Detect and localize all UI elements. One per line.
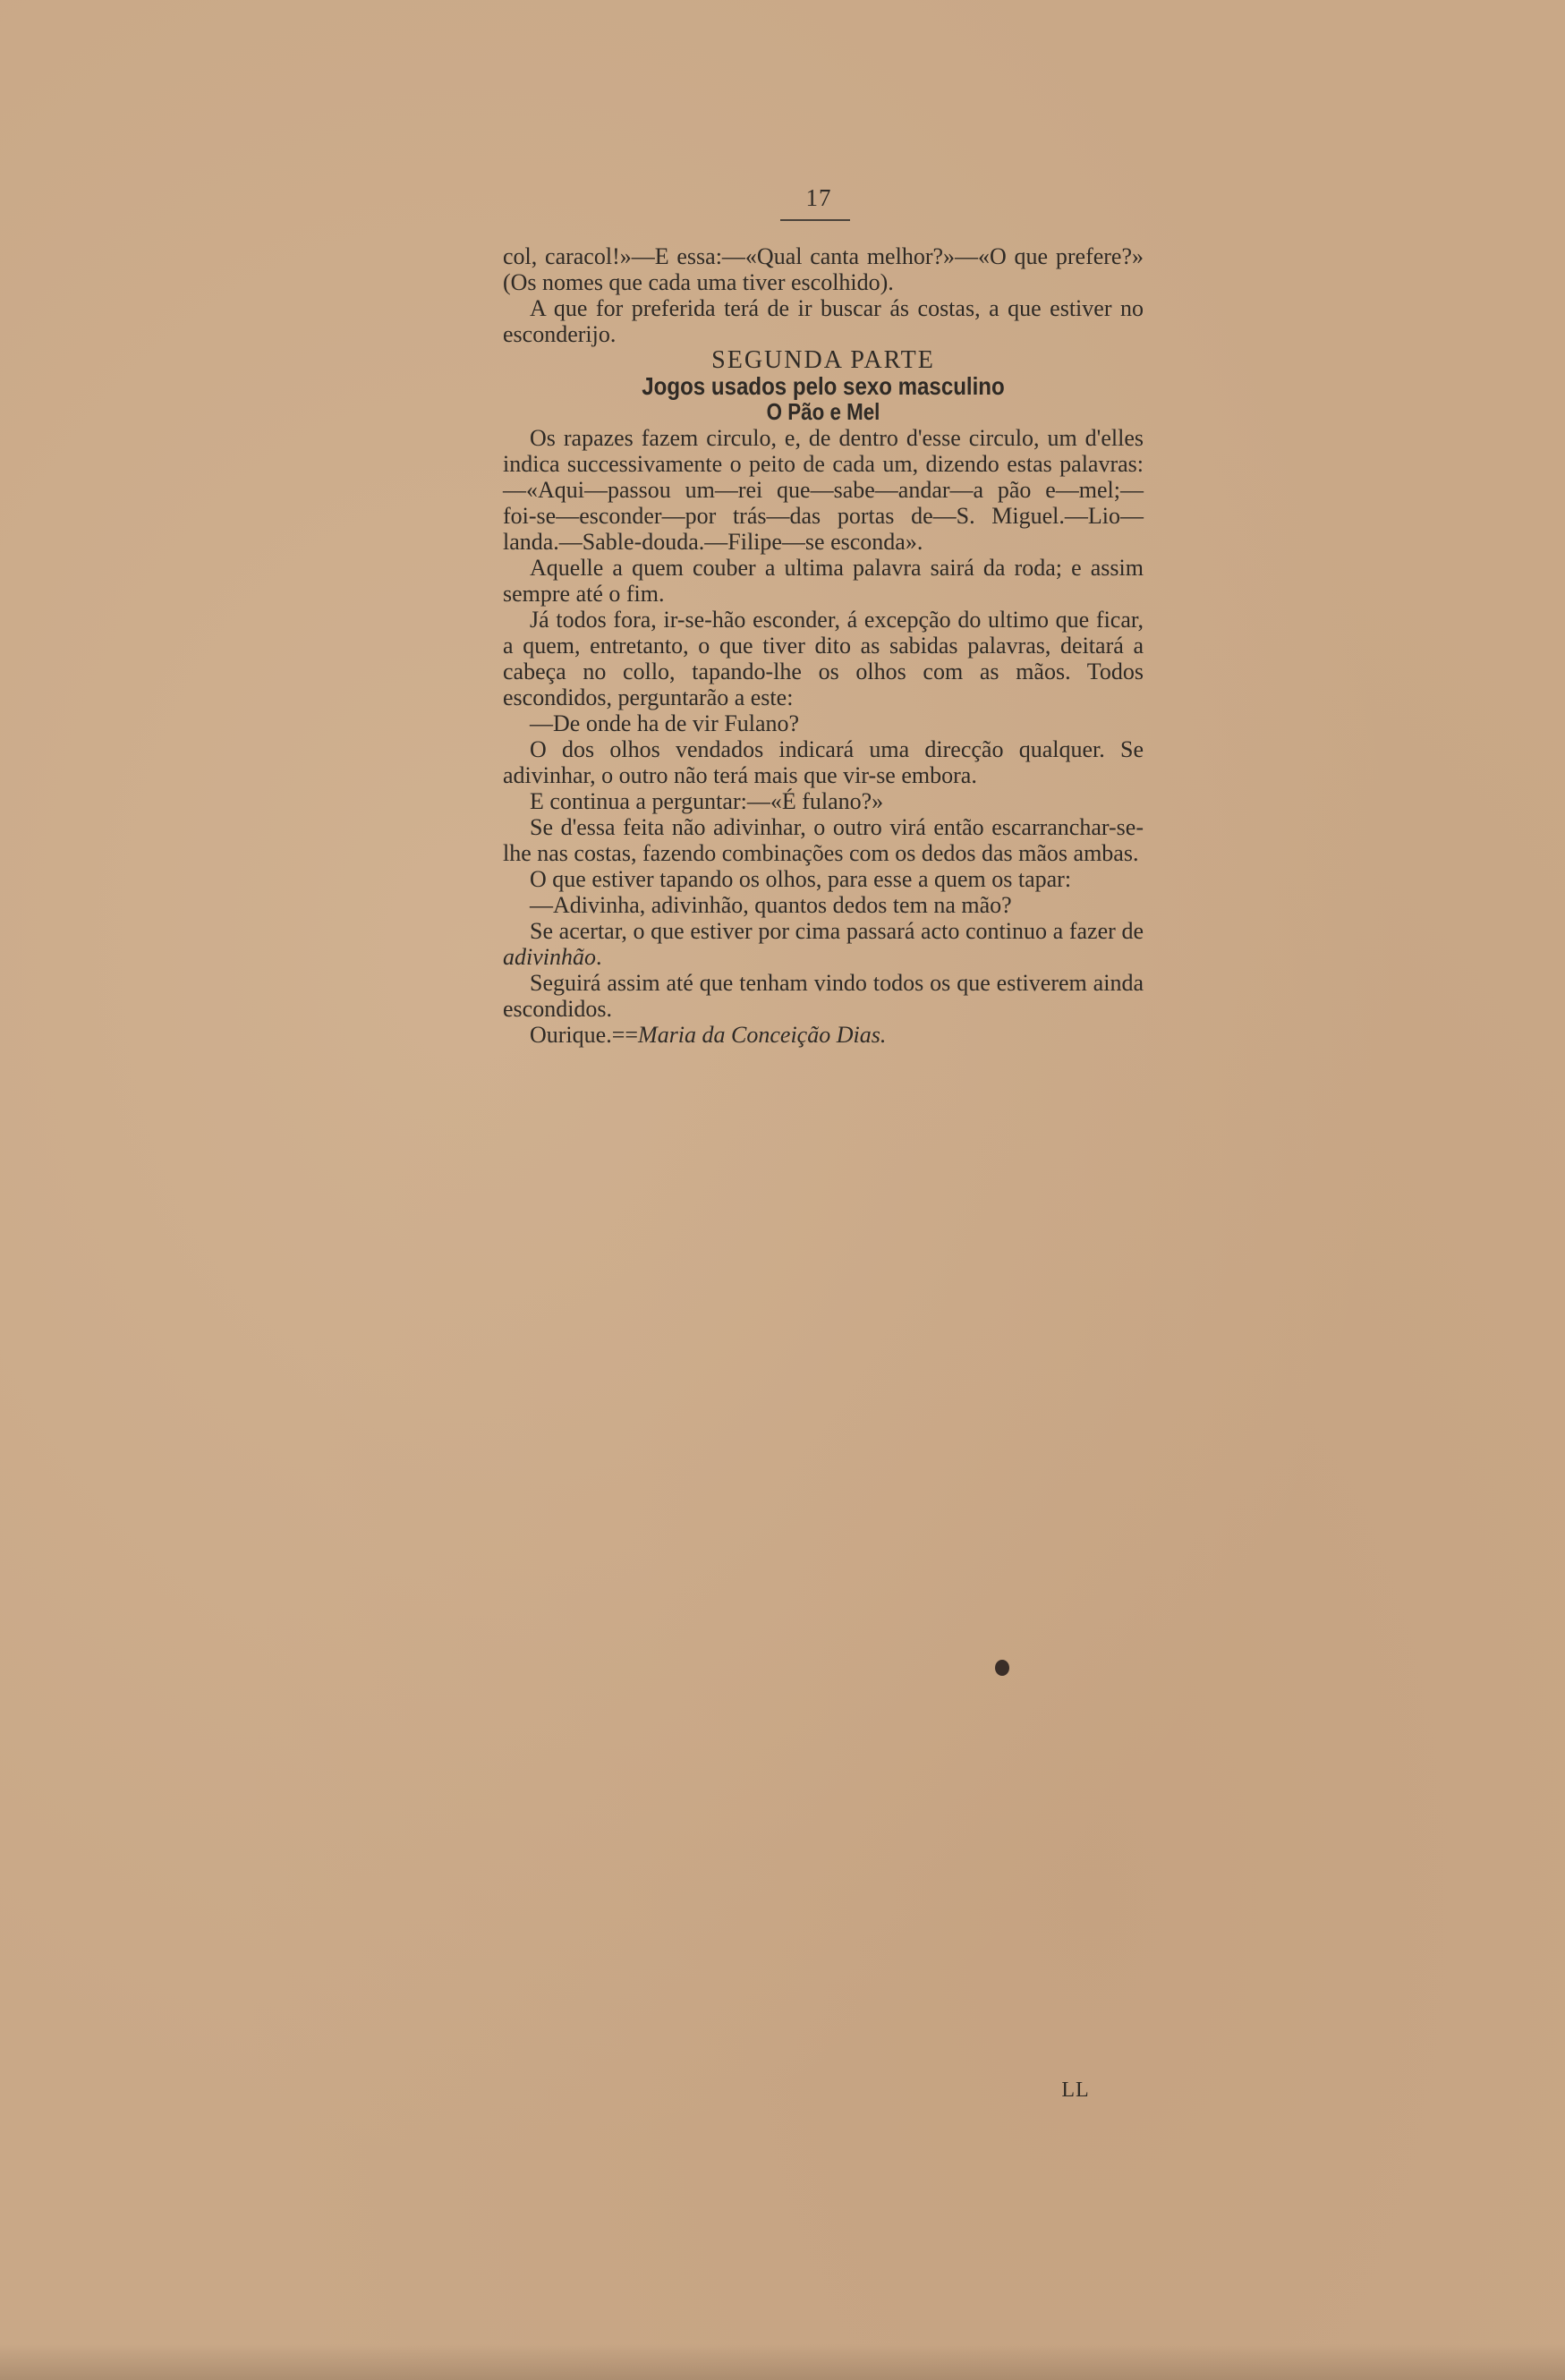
page-number: 17 bbox=[805, 184, 832, 211]
page-number-rule bbox=[780, 219, 850, 221]
section-title: SEGUNDA PARTE bbox=[711, 346, 935, 374]
paragraph-covering: O que estiver tapando os olhos, para esse a quem os tapar: bbox=[530, 866, 1072, 892]
acerto-suffix: . bbox=[596, 944, 602, 970]
paragraph-final: Seguirá assim até que tenham vindo todos os que estiverem ainda escondidos. bbox=[503, 970, 1144, 1022]
acerto-italic: adivinhão bbox=[503, 944, 596, 970]
paragraph-riddle: —Adivinha, adivinhão, quantos dedos tem na mão? bbox=[530, 892, 1012, 918]
continuation-paragraph-2: A que for preferida terá de ir buscar ás costas, a que estiver no esconderijo. bbox=[503, 295, 1144, 347]
subtitle: Jogos usados pelo sexo masculino bbox=[642, 372, 1005, 400]
game-title: O Pão e Mel bbox=[766, 398, 880, 425]
text-block bbox=[503, 243, 1144, 1048]
paragraph-leave-circle: Aquelle a quem couber a ultima palavra sairá da roda; e assim sempre até o fim. bbox=[503, 555, 1144, 607]
signature bbox=[503, 1022, 1144, 1048]
signature-place: Ourique. bbox=[530, 1022, 612, 1048]
paragraph-intro: Os rapazes fazem circulo, e, de dentro d'esse circulo, um d'elles indica successivamente o peito de cada um, dizendo estas palavras:—«Aqui—passou um—rei que—sabe—andar—a pão e—mel;—foi-se—esconder—por trás—das portas de—S. Miguel.—Lio—landa.—Sable-douda.—Filipe—se esconda». bbox=[503, 425, 1144, 555]
paragraph-hide: Já todos fora, ir-se-hão esconder, á excepção do ultimo que ficar, a quem, entretanto, o que tiver dito as sabidas palavras, deitará a cabeça no collo, tapando-lhe os olhos com as mãos. Todos escondidos, perguntarão a este: bbox=[503, 607, 1144, 710]
signature-separator: == bbox=[611, 1022, 639, 1048]
page-edge-shadow bbox=[0, 2344, 1565, 2380]
continuation-paragraph: col, caracol!»—E essa:—«Qual canta melhor?»—«O que prefere?» (Os nomes que cada uma tiver escolhido). bbox=[503, 243, 1144, 295]
footer-signature-mark: LL bbox=[1061, 2078, 1090, 2102]
acerto-prefix: Se acertar, o que estiver por cima passará acto continuo a fazer de bbox=[530, 918, 1144, 944]
signature-name: Maria da Conceição Dias. bbox=[638, 1022, 887, 1048]
paragraph-acerto bbox=[503, 918, 1144, 970]
ink-spot bbox=[995, 1660, 1009, 1676]
paragraph-question: —De onde ha de vir Fulano? bbox=[530, 710, 800, 736]
paragraph-continue: E continua a perguntar:—«É fulano?» bbox=[530, 788, 884, 814]
paragraph-direction: O dos olhos vendados indicará uma direcção qualquer. Se adivinhar, o outro não terá mais que vir-se embora. bbox=[503, 736, 1144, 788]
paragraph-combinations: Se d'essa feita não adivinhar, o outro virá então escarranchar-se-lhe nas costas, fazendo combinações com os dedos das mãos ambas. bbox=[503, 814, 1144, 866]
